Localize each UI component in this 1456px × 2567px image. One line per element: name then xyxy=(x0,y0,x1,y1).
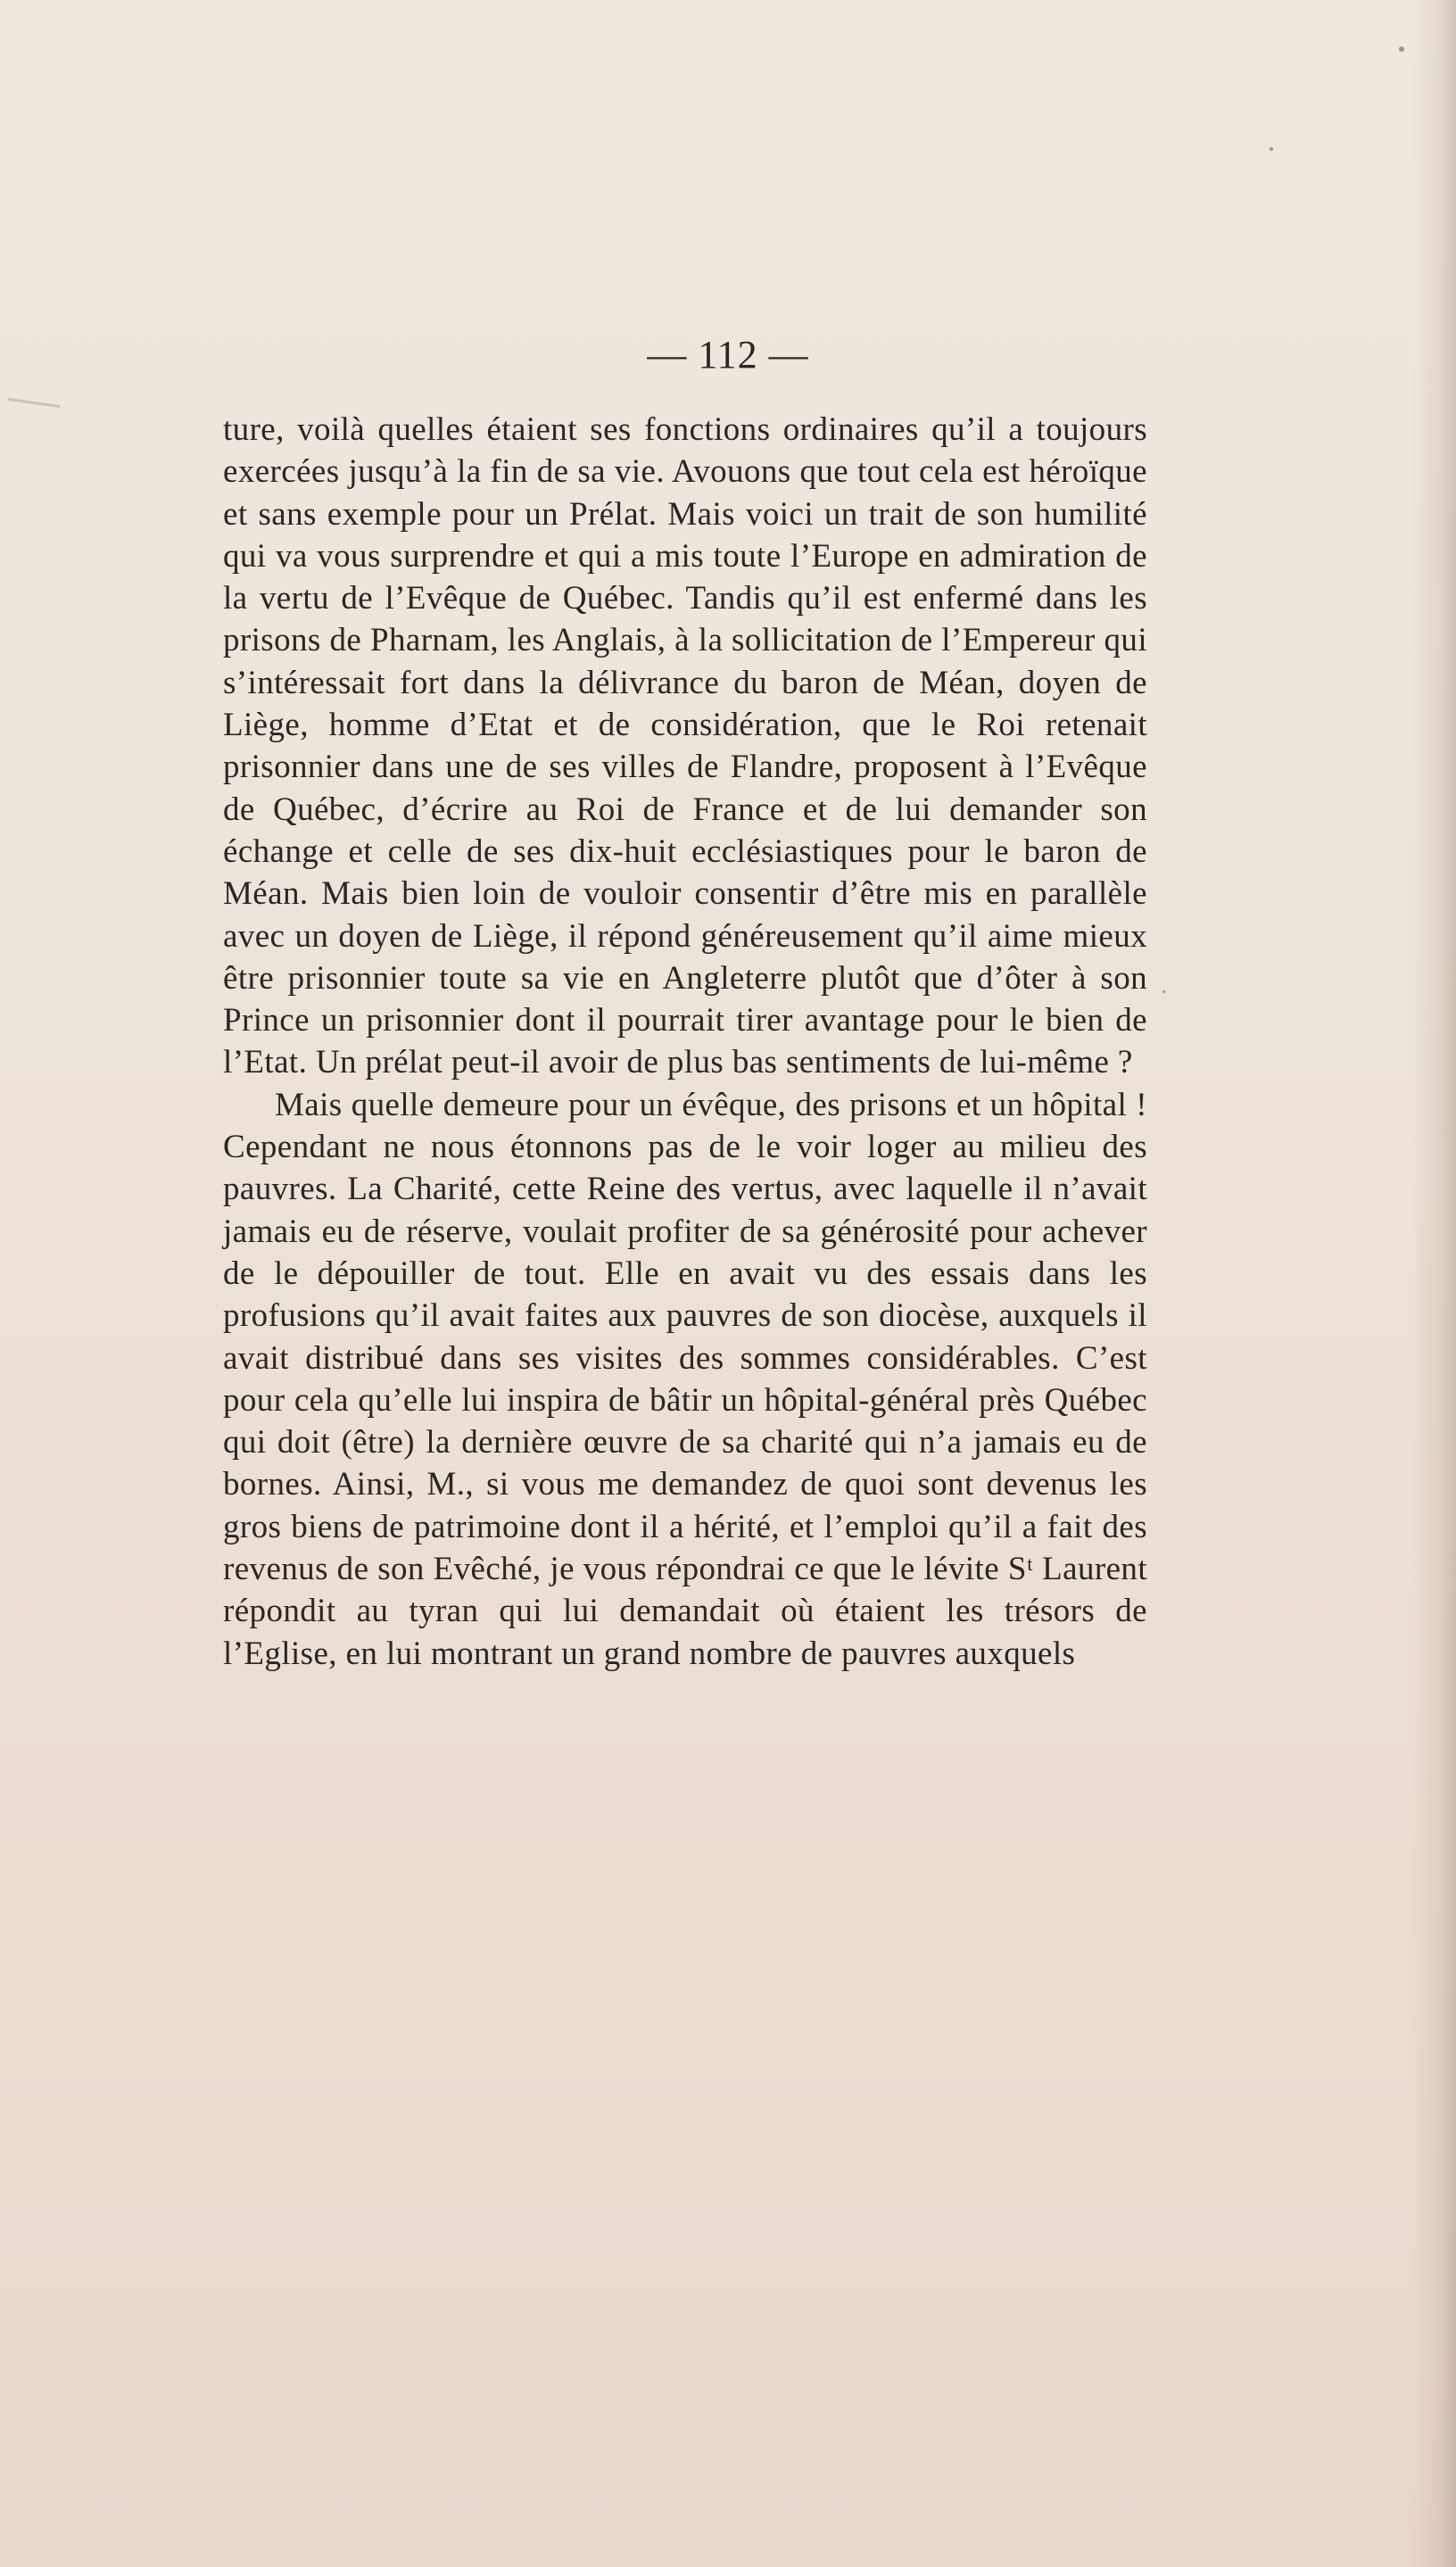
specks xyxy=(1399,46,1404,52)
body-text xyxy=(223,409,1147,1675)
specks xyxy=(1270,147,1273,151)
page-edge-shadow xyxy=(1411,0,1456,2567)
paragraph: Mais quelle demeure pour un évêque, des prisons et un hôpital ! Cependant ne nous étonnons pas de le voir loger au milieu des pauvres. La Charité, cette Reine des vertus, avec laquelle il n’avait jamais eu de réserve, voulait profiter de sa générosité pour achever de le dépouiller de tout. Elle en avait vu des essais dans les profusions qu’il avait faites aux pauvres de son diocèse, auxquels il avait distribué dans ses visites des sommes considérables. C’est pour cela qu’elle lui inspira de bâtir un hôpital-général près Québec qui doit (être) la dernière œuvre de sa charité qui n’a jamais eu de bornes. Ainsi, M., si vous me demandez de quoi sont devenus les gros biens de patrimoine dont il a hérité, et l’emploi qu’il a fait des revenus de son Evêché, je vous répondrai ce que le lévite Sᵗ Laurent répondit au tyran qui lui demandait où étaient les trésors de l’Eglise, en lui montrant un grand nombre de pauvres auxquels xyxy=(223,1086,1147,1672)
paragraph: ture, voilà quelles étaient ses fonctions ordinaires qu’il a toujours exercées jusqu’à la fin de sa vie. Avouons que tout cela est héroïque et sans exemple pour un Prélat. Mais voici un trait de son humilité qui va vous surprendre et qui a mis toute l’Europe en admiration de la vertu de l’Evêque de Québec. Tandis qu’il est enfermé dans les prisons de Pharnam, les Anglais, à la sollicitation de l’Empereur qui s’intéressait fort dans la délivrance du baron de Méan, doyen de Liège, homme d’Etat et de considération, que le Roi retenait prisonnier dans une de ses villes de Flandre, proposent à l’Evêque de Québec, d’écrire au Roi de France et de lui demander son échange et celle de ses dix-huit ecclésiastiques pour le baron de Méan. Mais bien loin de vouloir consentir d’être mis en parallèle avec un doyen de Liège, il répond généreusement qu’il aime mieux être prisonnier toute sa vie en Angleterre plutôt que d’ôter à son Prince un prisonnier dont il pourrait tirer avantage pour le bien de l’Etat. Un prélat peut-il avoir de plus bas sentiments de lui-même ? xyxy=(223,411,1147,1081)
margin-scratch xyxy=(7,398,61,408)
page-number: — 112 — xyxy=(647,333,809,377)
specks xyxy=(1162,990,1165,993)
